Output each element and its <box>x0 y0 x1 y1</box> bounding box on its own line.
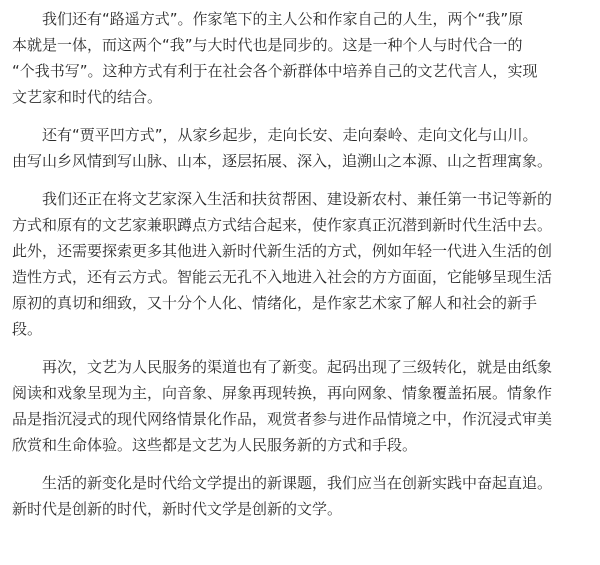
paragraph-service-channels: 再次，文艺为人民服务的渠道也有了新变。起码出现了三级转化，就是由纸象 阅读和戏象呈现为主，向音象、屏象再现转换，再向网象、情象覆盖拓展。情象作 品是指沉浸式的现代网络情景化作品，观赏者参与进作品情境之中，作沉浸式审美 欣赏和生命体验。这些都是文艺为人民服务新的方式和手段。 <box>12 358 553 454</box>
paragraph-innovation: 生活的新变化是时代给文学提出的新课题，我们应当在创新实践中奋起直追。 新时代是创新的时代，新时代文学是创新的文学。 <box>12 474 553 518</box>
paragraph-road-yao-method: 我们还有“路遥方式”。作家笔下的主人公和作家自己的人生，两个“我”原 本就是一体，而这两个“我”与大时代也是同步的。这是一种个人与时代合一的 “个我书写”。这种方式有利于在社会各个新群体中培养自己的文艺代言人，实现 文艺家和时代的结合。 <box>12 10 538 106</box>
paragraph-deep-into-life: 我们还正在将文艺家深入生活和扶贫帮困、建设新农村、兼任第一书记等新的 方式和原有的文艺家兼职蹲点方式结合起来，使作家真正沉潜到新时代生活中去。 此外，还需要探索更多其他进入新时代新生活的方式，例如年轻一代进入生活的创 造性方式，还有云方式。智能云无孔不入地进入社会的方方面面，它能够呈现生活 原初的真切和细致，又十分个人化、情绪化，是作家艺术家了解人和社会的新手 段。 <box>12 190 553 338</box>
paragraph-jia-pingwa-method: 还有“贾平凹方式”，从家乡起步，走向长安、走向秦岭、走向文化与山川。 由写山乡风情到写山脉、山本，逐层拓展、深入，追溯山之本源、山之哲理寓象。 <box>12 126 553 170</box>
